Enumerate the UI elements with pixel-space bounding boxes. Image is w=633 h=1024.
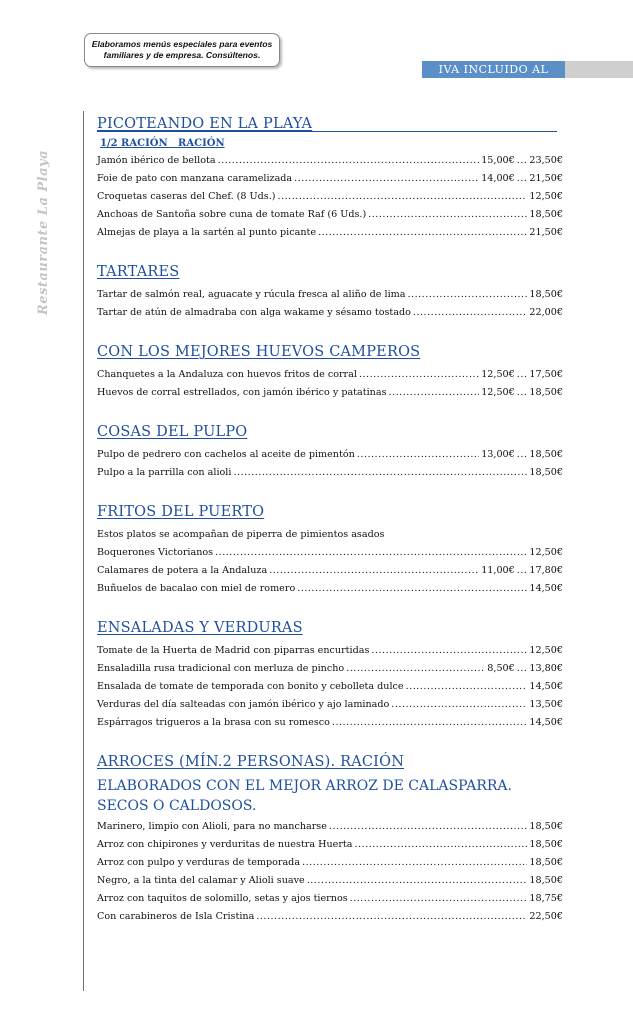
- menu-item: [97, 836, 563, 854]
- dot-leader: [256, 908, 527, 926]
- menu-item: [97, 188, 563, 206]
- menu-content: [97, 116, 563, 948]
- portion-price: 18,50€: [529, 387, 563, 398]
- price-separator: ...: [516, 155, 528, 166]
- portion-price: 17,80€: [529, 565, 563, 576]
- dot-leader: [371, 642, 527, 660]
- menu-section: [97, 264, 563, 322]
- menu-item: [97, 562, 563, 580]
- dot-leader: [406, 678, 528, 696]
- menu-section: [97, 424, 563, 482]
- restaurant-side-name: Restaurante La Playa: [36, 149, 51, 315]
- price-separator: ...: [516, 173, 528, 184]
- menu-item: [97, 714, 563, 732]
- dish-name: Anchoas de Santoña sobre cuna de tomate Raf (6 Uds.): [97, 209, 367, 220]
- dot-leader: [407, 286, 527, 304]
- menu-item: [97, 366, 563, 384]
- section-title: ARROCES (MÍN.2 PERSONAS). RACIÓN: [97, 754, 405, 770]
- dot-leader: [218, 152, 480, 170]
- dish-name: Tartar de atún de almadraba con alga wakame y sésamo tostado: [97, 307, 411, 318]
- section-subheading: ELABORADOS CON EL MEJOR ARROZ DE CALASPARRA. SECOS O CALDOSOS.: [97, 778, 512, 814]
- notice-line-1: Elaboramos menús especiales para eventos: [91, 39, 273, 49]
- portion-price: 18,50€: [529, 857, 563, 868]
- dish-name: Chanquetes a la Andaluza con huevos fritos de corral: [97, 369, 357, 380]
- dish-name: Boquerones Victorianos: [97, 547, 214, 558]
- half-portion-price: 12,50€: [481, 387, 515, 398]
- menu-item: [97, 854, 563, 872]
- menu-item: [97, 908, 563, 926]
- portion-price: 12,50€: [529, 547, 563, 558]
- dot-leader: [329, 818, 528, 836]
- portion-price: 18,50€: [529, 449, 563, 460]
- dot-leader: [307, 872, 528, 890]
- half-portion-price: 15,00€: [481, 155, 515, 166]
- portion-price: 18,50€: [529, 839, 563, 850]
- dish-name: Jamón ibérico de bellota: [97, 155, 216, 166]
- menu-item: [97, 818, 563, 836]
- menu-item: [97, 642, 563, 660]
- dish-name: Huevos de corral estrellados, con jamón ibérico y patatinas: [97, 387, 387, 398]
- portion-header: 1/2 RACIÓN RACIÓN: [100, 138, 225, 149]
- dot-leader: [297, 580, 527, 598]
- section-title: CON LOS MEJORES HUEVOS CAMPEROS: [97, 344, 421, 360]
- dot-leader: [354, 836, 527, 854]
- half-portion-price: 13,00€: [481, 449, 515, 460]
- menu-section: [97, 116, 563, 242]
- dot-leader: [215, 544, 527, 562]
- dot-leader: [391, 696, 527, 714]
- price-separator: ...: [516, 387, 528, 398]
- portion-price: 18,50€: [529, 289, 563, 300]
- dish-name: Buñuelos de bacalao con miel de romero: [97, 583, 296, 594]
- menu-item: [97, 890, 563, 908]
- menu-section: [97, 620, 563, 732]
- portion-price: 18,50€: [529, 821, 563, 832]
- dot-leader: [357, 446, 479, 464]
- dot-leader: [269, 562, 479, 580]
- dot-leader: [294, 170, 479, 188]
- price-separator: ...: [516, 565, 528, 576]
- half-portion-price: 14,00€: [481, 173, 515, 184]
- price-separator: ...: [516, 449, 528, 460]
- menu-item: [97, 678, 563, 696]
- portion-price: 14,50€: [529, 681, 563, 692]
- events-notice: [84, 33, 280, 67]
- menu-section: [97, 504, 563, 598]
- dish-name: Calamares de potera a la Andaluza: [97, 565, 268, 576]
- portion-price: 23,50€: [529, 155, 563, 166]
- dish-name: Con carabineros de Isla Cristina: [97, 911, 255, 922]
- section-title: COSAS DEL PULPO: [97, 424, 248, 440]
- dish-name: Marinero, limpio con Alioli, para no mancharse: [97, 821, 327, 832]
- portion-price: 22,00€: [529, 307, 563, 318]
- dish-name: Arroz con taquitos de solomillo, setas y ajos tiernos: [97, 893, 348, 904]
- dish-name: Tomate de la Huerta de Madrid con piparras encurtidas: [97, 645, 370, 656]
- iva-banner: IVA INCLUIDO AL: [422, 61, 565, 78]
- half-portion-price: 11,00€: [481, 565, 515, 576]
- dish-name: Negro, a la tinta del calamar y Alioli suave: [97, 875, 305, 886]
- menu-item: [97, 660, 563, 678]
- portion-price: 13,50€: [529, 699, 563, 710]
- portion-price: 12,50€: [529, 645, 563, 656]
- price-separator: ...: [516, 369, 528, 380]
- portion-price: 13,80€: [529, 663, 563, 674]
- margin-rule: [83, 111, 84, 991]
- dish-name: Foie de pato con manzana caramelizada: [97, 173, 293, 184]
- menu-item: [97, 152, 563, 170]
- menu-item: [97, 872, 563, 890]
- dish-name: Almejas de playa a la sartén al punto picante: [97, 227, 317, 238]
- section-note: Estos platos se acompañan de piperra de pimientos asados: [97, 529, 385, 540]
- dot-leader: [318, 224, 527, 242]
- portion-price: 22,50€: [529, 911, 563, 922]
- dot-leader: [346, 660, 485, 678]
- price-separator: ...: [516, 663, 528, 674]
- dot-leader: [332, 714, 528, 732]
- dot-leader: [359, 366, 479, 384]
- portion-price: 14,50€: [529, 583, 563, 594]
- iva-banner-gray: [565, 61, 633, 78]
- dish-name: Verduras del día salteadas con jamón ibérico y ajo laminado: [97, 699, 390, 710]
- dish-name: Tartar de salmón real, aguacate y rúcula fresca al aliño de lima: [97, 289, 406, 300]
- dot-leader: [302, 854, 527, 872]
- menu-item: [97, 286, 563, 304]
- menu-item: [97, 170, 563, 188]
- section-title: TARTARES: [97, 264, 180, 280]
- dish-name: Arroz con pulpo y verduras de temporada: [97, 857, 301, 868]
- dish-name: Ensaladilla rusa tradicional con merluza de pincho: [97, 663, 345, 674]
- dot-leader: [278, 188, 528, 206]
- menu-item: [97, 224, 563, 242]
- portion-price: 18,50€: [529, 467, 563, 478]
- portion-price: 14,50€: [529, 717, 563, 728]
- portion-price: 12,50€: [529, 191, 563, 202]
- portion-price: 18,50€: [529, 209, 563, 220]
- dish-name: Pulpo de pedrero con cachelos al aceite de pimentón: [97, 449, 355, 460]
- dot-leader: [233, 464, 527, 482]
- portion-price: 21,50€: [529, 227, 563, 238]
- dot-leader: [368, 206, 527, 224]
- menu-item: [97, 544, 563, 562]
- section-title: PICOTEANDO EN LA PLAYA: [97, 116, 313, 132]
- dot-leader: [389, 384, 480, 402]
- menu-item: [97, 206, 563, 224]
- dot-leader: [413, 304, 528, 322]
- menu-item: [97, 464, 563, 482]
- menu-item: [97, 696, 563, 714]
- section-title: ENSALADAS Y VERDURAS: [97, 620, 303, 636]
- menu-item: [97, 384, 563, 402]
- portion-price: 18,75€: [529, 893, 563, 904]
- menu-item: [97, 304, 563, 322]
- notice-line-2: familiares y de empresa. Consúltenos.: [103, 50, 261, 60]
- dot-leader: [350, 890, 528, 908]
- menu-section: [97, 344, 563, 402]
- half-portion-price: 8,50€: [487, 663, 515, 674]
- portion-price: 17,50€: [529, 369, 563, 380]
- portion-price: 21,50€: [529, 173, 563, 184]
- menu-item: [97, 446, 563, 464]
- portion-price: 18,50€: [529, 875, 563, 886]
- dish-name: Ensalada de tomate de temporada con bonito y cebolleta dulce: [97, 681, 404, 692]
- dish-name: Espárragos trigueros a la brasa con su romesco: [97, 717, 330, 728]
- dish-name: Arroz con chipirones y verduritas de nuestra Huerta: [97, 839, 353, 850]
- menu-section: [97, 754, 563, 926]
- half-portion-price: 12,50€: [481, 369, 515, 380]
- menu-item: [97, 580, 563, 598]
- section-title: FRITOS DEL PUERTO: [97, 504, 265, 520]
- dish-name: Croquetas caseras del Chef. (8 Uds.): [97, 191, 276, 202]
- dish-name: Pulpo a la parrilla con alioli: [97, 467, 232, 478]
